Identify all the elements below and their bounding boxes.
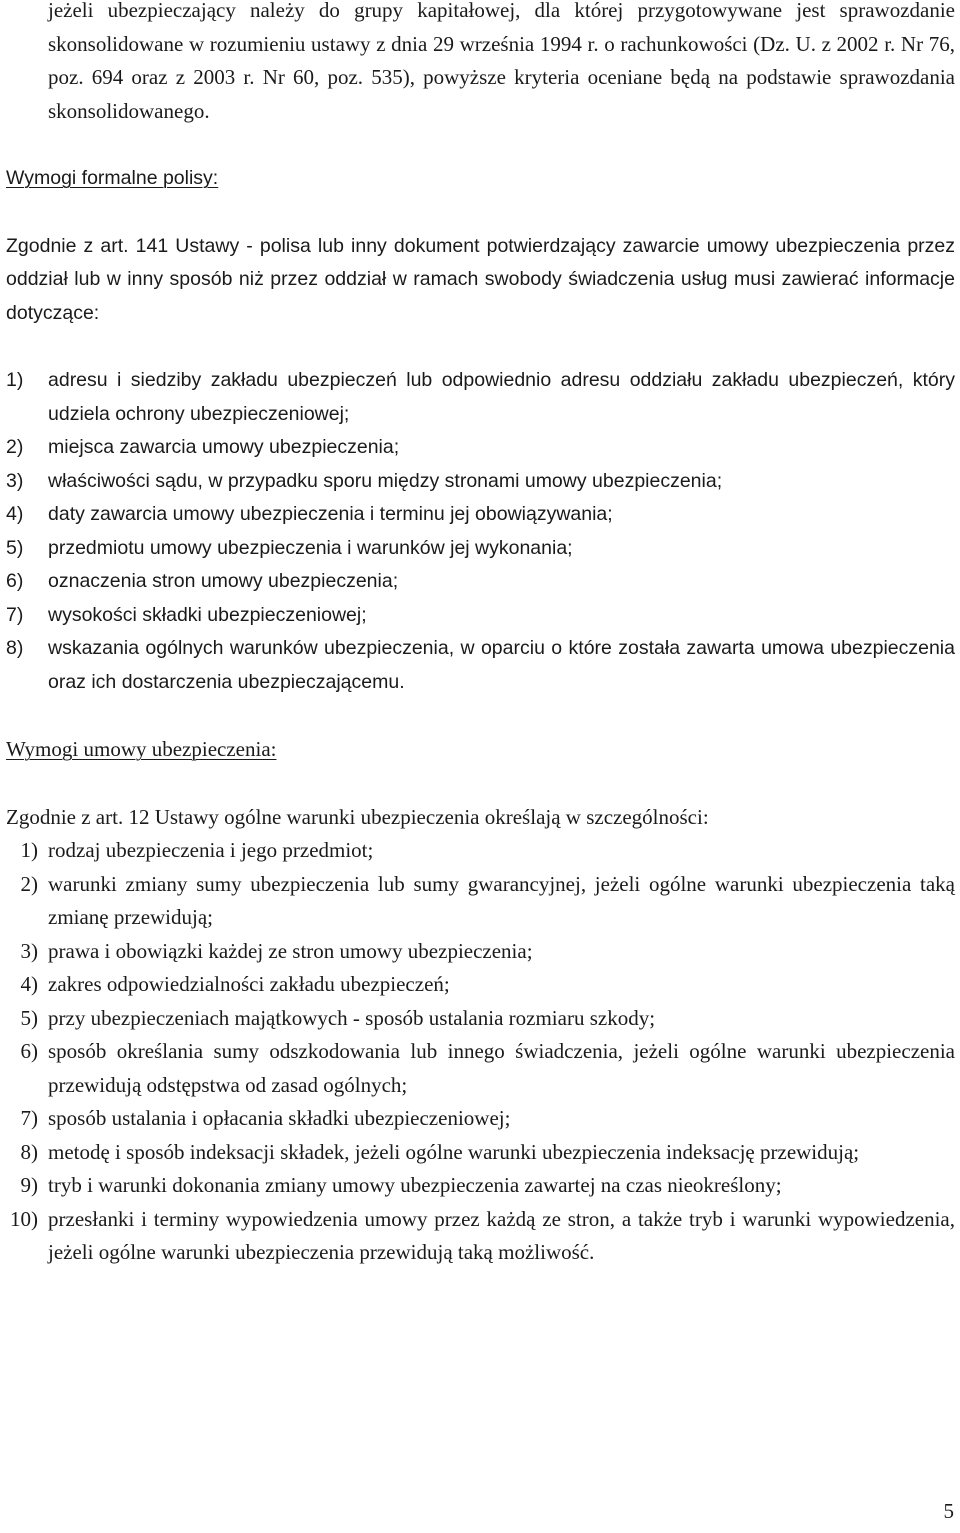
list-item-text: wysokości składki ubezpieczeniowej; — [48, 603, 367, 626]
list-item — [6, 1169, 955, 1203]
policy-requirements-list — [6, 364, 955, 699]
list-item-number: 9) — [20, 1173, 38, 1197]
list-item — [6, 465, 955, 499]
list-item-number: 1) — [20, 838, 38, 862]
list-item-text: przedmiotu umowy ubezpieczenia i warunków jej wykonania; — [48, 536, 573, 559]
list-item-number: 7) — [20, 1106, 38, 1130]
list-item-number: 6) — [20, 1039, 38, 1063]
list-item-text: przy ubezpieczeniach majątkowych - sposób ustalania rozmiaru szkody; — [48, 1005, 656, 1030]
list-item — [6, 1035, 955, 1102]
list-item — [6, 935, 955, 969]
list-item — [6, 431, 955, 465]
list-item — [6, 498, 955, 532]
list-item — [6, 1002, 955, 1036]
section-heading-contract-requirements: Wymogi umowy ubezpieczenia: — [6, 737, 277, 761]
list-item-number: 5) — [6, 536, 24, 559]
list-item — [6, 968, 955, 1002]
list-item — [6, 1203, 955, 1270]
list-item — [6, 565, 955, 599]
list-item — [6, 834, 955, 868]
list-item — [6, 868, 955, 935]
list-item-text: zakres odpowiedzialności zakładu ubezpieczeń; — [48, 972, 450, 996]
list-item-text: metodę i sposób indeksacji składek, jeżeli ogólne warunki ubezpieczenia indeksację przewidują; — [48, 1139, 860, 1164]
list-item-number: 8) — [20, 1139, 38, 1164]
list-item-number: 7) — [6, 603, 24, 626]
list-item — [6, 599, 955, 633]
list-item-number: 4) — [20, 972, 38, 996]
list-item-number: 6) — [6, 570, 24, 592]
page-number: 5 — [943, 1499, 954, 1523]
list-item-text: sposób ustalania i opłacania składki ubezpieczeniowej; — [48, 1106, 511, 1130]
list-item — [6, 1136, 955, 1170]
list-item-text: tryb i warunki dokonania zmiany umowy ubezpieczenia zawartej na czas nieokreślony; — [48, 1173, 782, 1197]
list-item-number: 2) — [20, 871, 38, 896]
list-item-text: właściwości sądu, w przypadku sporu między stronami umowy ubezpieczenia; — [48, 469, 723, 492]
list-item-text: rodzaj ubezpieczenia i jego przedmiot; — [48, 838, 374, 862]
list-item-number: 1) — [6, 369, 24, 391]
list-item-text: warunki zmiany sumy ubezpieczenia lub sumy gwarancyjnej, jeżeli ogólne warunki ubezpieczenia taką zmianę przewidują; — [48, 871, 955, 929]
list-item-text: prawa i obowiązki każdej ze stron umowy ubezpieczenia; — [48, 938, 533, 963]
intro-paragraph: jeżeli ubezpieczający należy do grupy kapitałowej, dla której przygotowywane jest sprawozdanie skonsolidowane w rozumieniu ustawy z dnia 29 września 1994 r. o rachunkowości (Dz. U. z 2002 r. Nr 76, poz. 694 oraz z 2003 r. Nr 60, poz. 535), powyższe kryteria oceniane będą na podstawie sprawozdania skonsolidowanego. — [48, 0, 955, 123]
list-item-number: 5) — [20, 1005, 38, 1030]
contract-requirements-list — [6, 834, 955, 1270]
list-item-text: miejsca zawarcia umowy ubezpieczenia; — [48, 436, 400, 458]
list-item-text: daty zawarcia umowy ubezpieczenia i terminu jej obowiązywania; — [48, 503, 613, 525]
list-item-number: 2) — [6, 436, 24, 458]
list-item-number: 10) — [10, 1206, 38, 1231]
list-item-number: 4) — [6, 503, 24, 525]
list-item-number: 3) — [20, 938, 38, 963]
list-item — [6, 364, 955, 431]
policy-requirements-lead: Zgodnie z art. 141 Ustawy - polisa lub inny dokument potwierdzający zawarcie umowy ubezpieczenia przez oddział lub w inny sposób niż przez oddział w ramach swobody świadczenia usług musi zawierać informacje dotyczące: — [6, 234, 955, 324]
list-item-text: oznaczenia stron umowy ubezpieczenia; — [48, 570, 399, 592]
list-item-text: adresu i siedziby zakładu ubezpieczeń lub odpowiednio adresu oddziału zakładu ubezpieczeń, który udziela ochrony ubezpieczeniowej; — [48, 369, 955, 425]
contract-requirements-lead: Zgodnie z art. 12 Ustawy ogólne warunki ubezpieczenia określają w szczególności: — [6, 804, 709, 829]
list-item-number: 8) — [6, 637, 24, 659]
list-item — [6, 632, 955, 699]
list-item — [6, 532, 955, 566]
list-item-text: wskazania ogólnych warunków ubezpieczenia, w oparciu o które została zawarta umowa ubezpieczenia oraz ich dostarczenia ubezpieczającemu. — [48, 637, 955, 693]
section-heading-policy-requirements: Wymogi formalne polisy: — [6, 167, 219, 189]
list-item — [6, 1102, 955, 1136]
list-item-text: sposób określania sumy odszkodowania lub innego świadczenia, jeżeli ogólne warunki ubezpieczenia przewidują odstępstwa od zasad ogólnych; — [48, 1039, 955, 1097]
list-item-text: przesłanki i terminy wypowiedzenia umowy przez każdą ze stron, a także tryb i warunki wypowiedzenia, jeżeli ogólne warunki ubezpieczenia przewidują taką możliwość. — [48, 1206, 955, 1264]
list-item-number: 3) — [6, 469, 24, 492]
document-page — [6, 0, 955, 1270]
